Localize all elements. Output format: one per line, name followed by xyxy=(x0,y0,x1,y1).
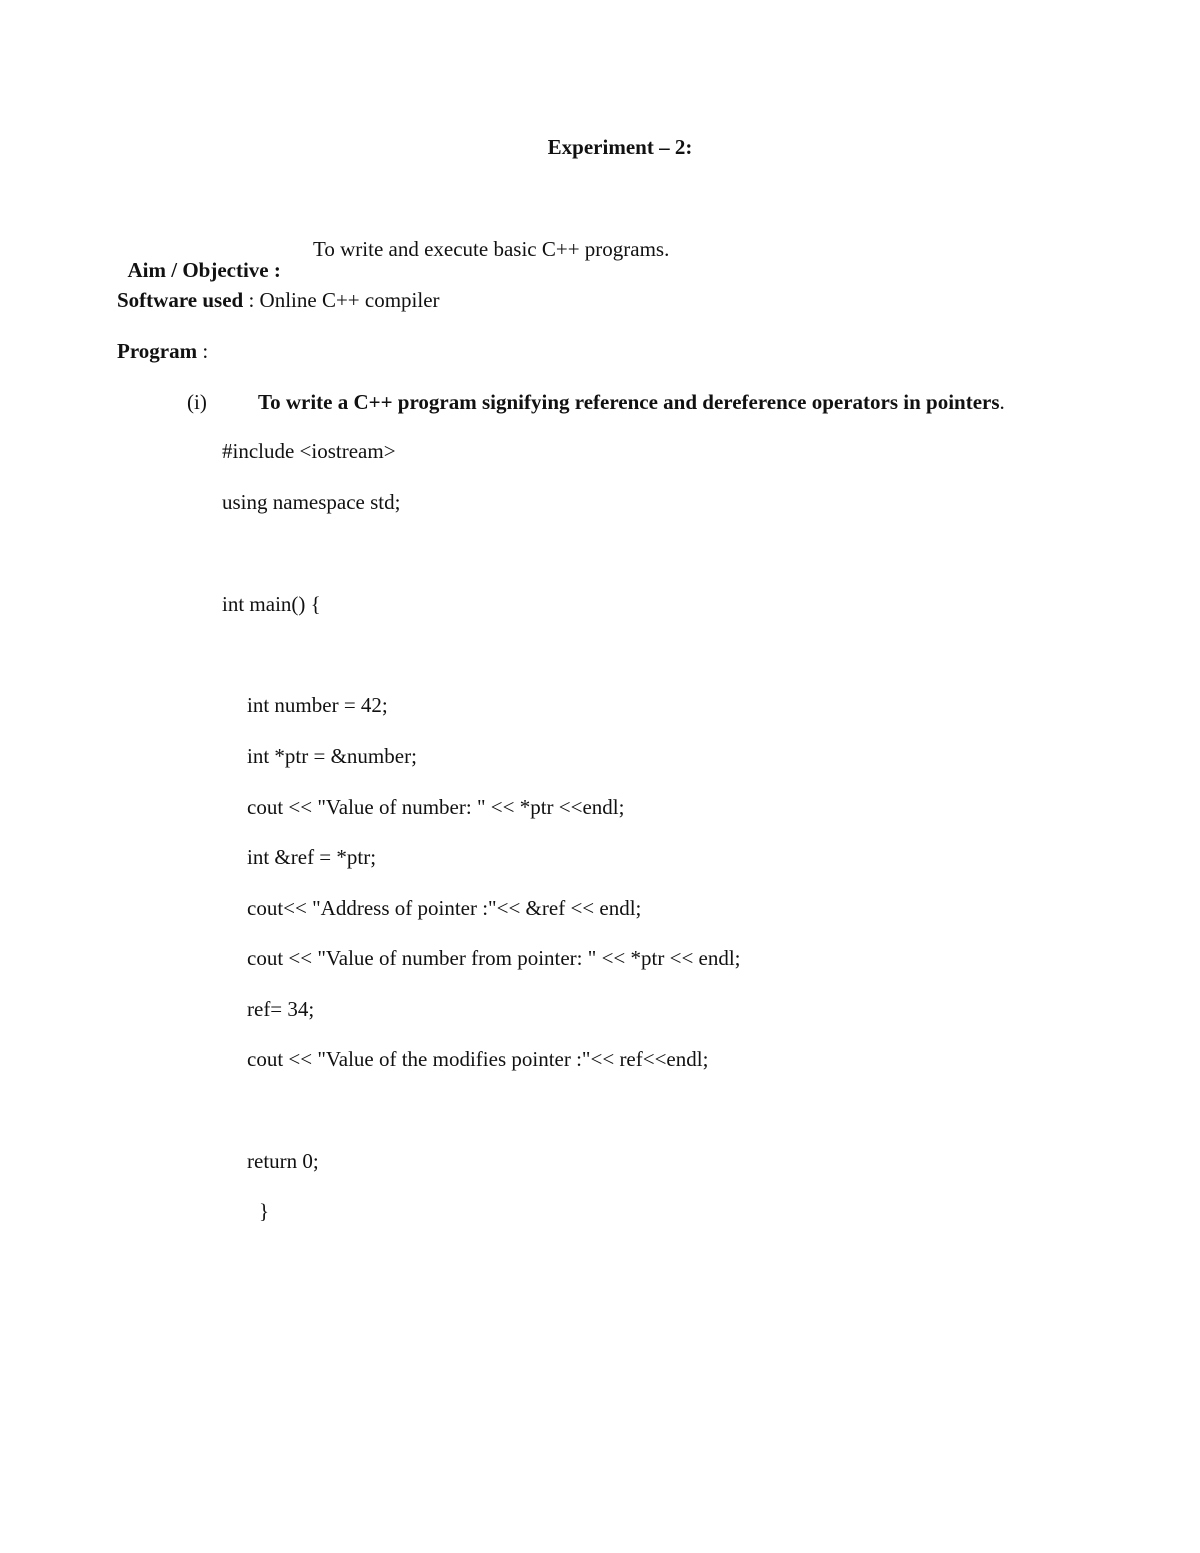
code-line-7: ref= 34; xyxy=(247,997,315,1021)
section-heading: To write a C++ program signifying reference and dereference operators in pointers xyxy=(258,390,1000,414)
code-line-4: int &ref = *ptr; xyxy=(247,845,377,869)
page-title: Experiment – 2: xyxy=(547,135,693,159)
code-line-8: cout << "Value of the modifies pointer :"<< ref<<endl; xyxy=(247,1047,709,1071)
code-main-open: int main() { xyxy=(222,592,321,616)
aim-value: To write and execute basic C++ programs. xyxy=(313,237,670,261)
code-line-2: int *ptr = &number; xyxy=(247,744,417,768)
code-line-3: cout << "Value of number: " << *ptr <<endl; xyxy=(247,795,625,819)
aim-row xyxy=(117,239,281,281)
code-return: return 0; xyxy=(247,1149,319,1173)
software-separator: : xyxy=(243,288,260,312)
aim-label: Aim / Objective : xyxy=(127,258,281,282)
code-using: using namespace std; xyxy=(222,490,401,514)
section-marker: (i) xyxy=(187,390,207,414)
section-heading-row xyxy=(258,392,1005,413)
software-value: Online C++ compiler xyxy=(259,288,440,312)
program-separator: : xyxy=(197,339,209,363)
code-include: #include <iostream> xyxy=(222,439,396,463)
code-line-1: int number = 42; xyxy=(247,693,388,717)
code-line-6: cout << "Value of number from pointer: " << *ptr << endl; xyxy=(247,946,741,970)
program-row xyxy=(117,341,208,362)
section-heading-end: . xyxy=(999,390,1005,414)
code-close-brace: } xyxy=(259,1199,270,1223)
code-line-5: cout<< "Address of pointer :"<< &ref << endl; xyxy=(247,896,642,920)
program-label: Program xyxy=(117,339,198,363)
software-row xyxy=(117,290,440,311)
software-label: Software used xyxy=(117,288,244,312)
